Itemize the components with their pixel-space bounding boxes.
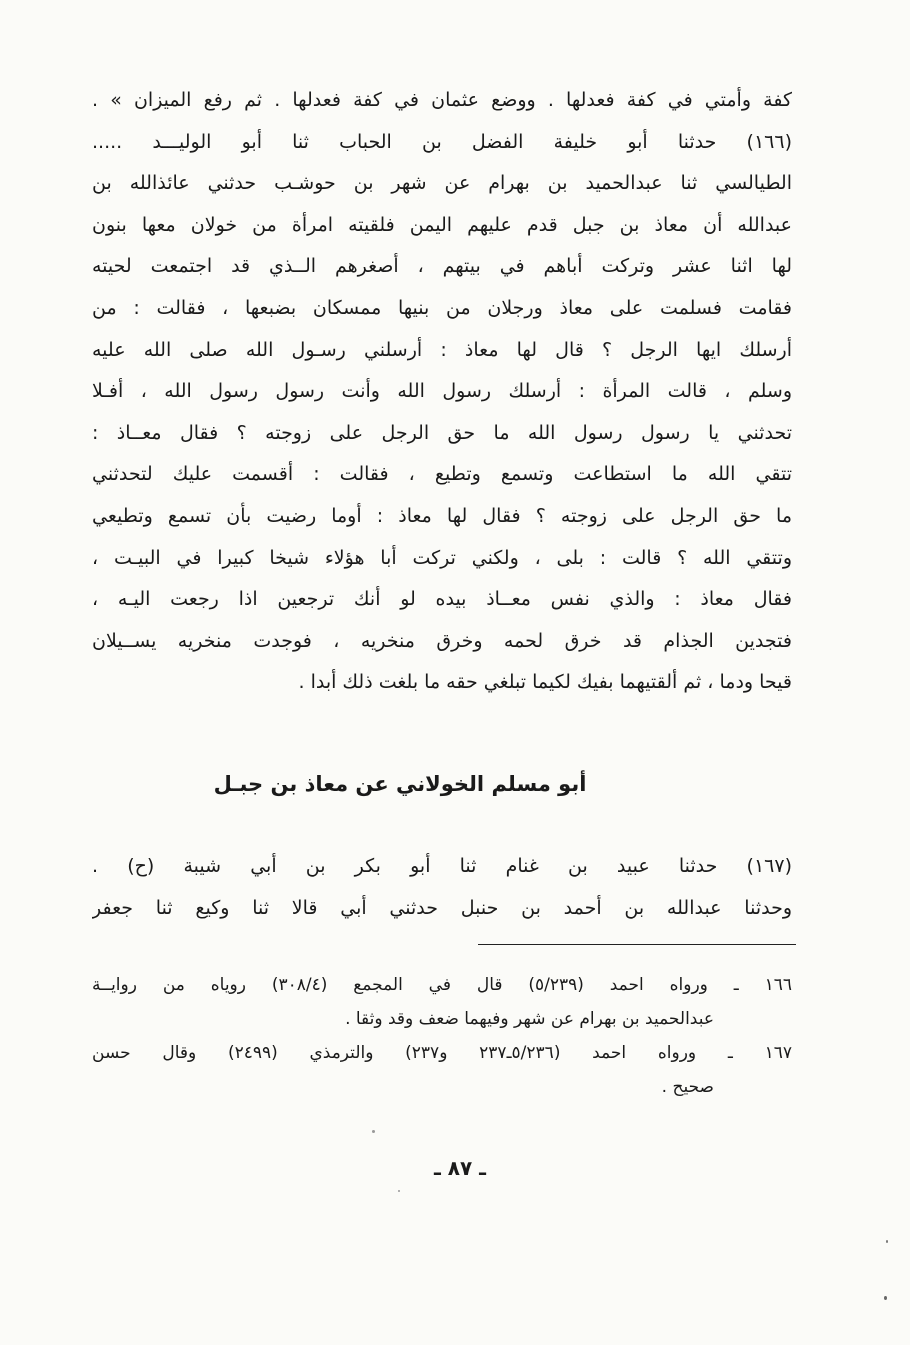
text-line: وسلم ، قالت المرأة : أرسلك رسول الله وأنت رسول رسول الله ، أفـلا [92, 380, 792, 403]
footnote-166-continuation: عبدالحميد بن بهرام عن شهر وفيهما ضعف وقد وثقا . [345, 1009, 714, 1029]
text-line: كفة وأمتي في كفة فعدلها . ووضع عثمان في كفة فعدلها . ثم رفع الميزان » . [92, 89, 792, 111]
text-line: لها اثنا عشر وتركت أباهم في بيتهم ، أصغرهم الــذي قد اجتمعت لحيته [92, 255, 792, 278]
text-line: تتقي الله ما استطاعت وتسمع وتطيع ، فقالت : أقسمت عليك لتحدثني [92, 463, 792, 486]
text-line: أرسلك ايها الرجل ؟ قال لها معاذ : أرسلني رسـول الله صلى الله عليه [92, 338, 792, 361]
footnote-167: ١٦٧ ـ ورواه احمد (٥/٢٣٦ـ٢٣٧ و٢٣٧) والترمذي (٢٤٩٩) وقال حسن [92, 1043, 792, 1063]
text-line: (١٦٦) حدثنا أبو خليفة الفضل بن الحباب ثنا أبو الوليـــد ..... [92, 130, 792, 153]
text-line: قيحا ودما ، ثم ألقتيهما بفيك لكيما تبلغي حقه ما بلغت ذلك أبدا . [298, 671, 792, 694]
scan-speck [398, 1190, 400, 1192]
text-line: تحدثني يا رسول رسول الله ما حق الرجل على زوجته ؟ فقال معــاذ : [92, 421, 792, 444]
section-heading: أبو مسلم الخولاني عن معاذ بن جبـل [213, 772, 587, 796]
text-line: وتتقي الله ؟ قالت : بلى ، ولكني تركت أبا هؤلاء شيخا كبيرا في البيـت ، [92, 546, 792, 569]
text-line: عبدالله أن معاذ بن جبل قدم عليهم اليمن فلقيته امرأة من خولان معها بنون [92, 213, 792, 236]
text-line: فتجدين الجذام قد خرق لحمه وخرق منخريه ، فوجدت منخريه يســيلان [92, 629, 792, 652]
footnote-167-continuation: صحيح . [661, 1077, 714, 1097]
text-line: ما حق الرجل على زوجته ؟ فقال لها معاذ : أوما رضيت بأن تسمع وتطيعي [92, 504, 792, 527]
page-number: ـ ٨٧ ـ [433, 1156, 487, 1180]
text-line: فقال معاذ : والذي نفس معــاذ بيده لو أنك ترجعين اذا رجعت اليـه ، [92, 588, 792, 611]
footnote-166: ١٦٦ ـ ورواه احمد (٥/٢٣٩) قال في المجمع (٣٠٨/٤) روياه من روايــة [92, 975, 792, 995]
footnote-separator [478, 944, 796, 945]
footnotes [92, 968, 792, 1104]
scan-speck [372, 1130, 375, 1133]
text-line: وحدثنا عبدالله بن أحمد بن حنبل حدثني أبي قالا ثنا وكيع ثنا جعفر [92, 896, 792, 919]
scan-speck [886, 1240, 888, 1243]
main-text-block [92, 80, 792, 704]
scan-speck [884, 1296, 887, 1300]
text-line: فقامت فسلمت على معاذ ورجلان من بنيها ممسكان بضبعها ، فقالت : من [92, 296, 792, 319]
text-line: (١٦٧) حدثنا عبيد بن غنام ثنا أبو بكر بن أبي شيبة (ح) . [92, 855, 792, 877]
section-text-block [92, 846, 792, 929]
text-line: الطيالسي ثنا عبدالحميد بن بهرام عن شهر بن حوشـب حدثني عائذالله بن [92, 172, 792, 195]
